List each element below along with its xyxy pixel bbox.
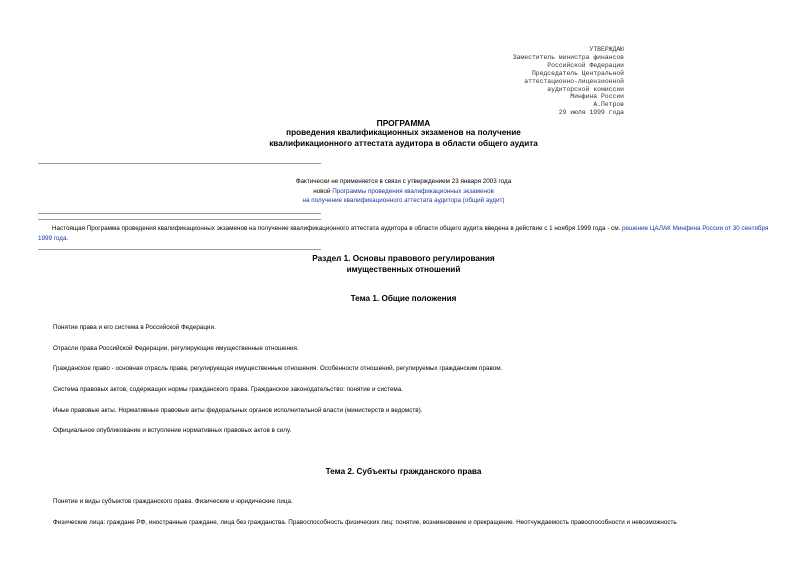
section-line: имущественных отношений: [346, 265, 461, 274]
approval-stamp: [424, 46, 624, 117]
approval-line: аудиторской комиссии: [547, 85, 624, 93]
decision-link[interactable]: решение ЦАЛАК Минфина России от 30 сентября 1999 года: [38, 225, 769, 242]
approval-line: Российской Федерации: [547, 61, 624, 69]
intro-end: .: [66, 234, 69, 242]
approval-line: Минфина России: [570, 93, 624, 101]
title-main: ПРОГРАММА: [376, 118, 431, 128]
section-heading: [0, 253, 807, 275]
divider: [38, 213, 321, 214]
topic-heading: Тема 1. Общие положения: [350, 294, 457, 303]
divider: [38, 219, 321, 220]
approval-line: УТВЕРЖДАЮ: [589, 46, 624, 53]
new-program-link-cont[interactable]: на получение квалификационного аттестата аудитора (общий аудит): [302, 197, 505, 205]
paragraph: Система правовых актов, содержащих нормы гражданского права. Гражданское законодательство: понятие и система.: [53, 386, 404, 393]
document-title: [0, 118, 807, 149]
approval-line: Председатель Центральной: [531, 69, 624, 77]
approval-line: Заместитель министра финансов: [512, 53, 624, 61]
paragraph: Понятие права и его система в Российской Федерации.: [53, 324, 216, 331]
title-line: квалификационного аттестата аудитора в области общего аудита: [269, 138, 538, 148]
approval-line: аттестационно-лицензионной: [524, 77, 624, 85]
paragraph: Официальное опубликование и вступление нормативных правовых актов в силу.: [53, 427, 292, 434]
paragraph: Физические лица: граждане РФ, иностранные граждане, лица без гражданства. Правоспособность физических лиц: понятие, возникновение и прекращение. Неотчуждаемость правоспособности и невозможность: [53, 519, 677, 526]
intro-text: Настоящая Программа проведения квалификационных экзаменов на получение квалификационного аттестата аудитора в области общего аудита введена в действие с 1 ноября 1999 года - см.: [52, 225, 621, 232]
status-notice: [0, 177, 807, 206]
new-program-link[interactable]: Программы проведения квалификационных экзаменов: [332, 187, 494, 195]
paragraph: Гражданское право - основная отрасль права, регулирующая имущественные отношения. Особенности отношений, регулируемых гражданским правом.: [53, 365, 503, 372]
topic-heading: Тема 2. Субъекты гражданского права: [325, 467, 482, 476]
divider: [38, 163, 321, 164]
intro-paragraph: [38, 224, 778, 243]
section-line: Раздел 1. Основы правового регулирования: [312, 254, 495, 263]
divider: [38, 249, 321, 250]
approval-line: 29 июля 1999 года: [558, 109, 624, 117]
notice-prefix: новой: [313, 187, 331, 195]
title-line: проведения квалификационных экзаменов на получение: [286, 128, 521, 138]
approval-line: А.Петров: [593, 101, 624, 109]
notice-line: Фактически не применяется в связи с утверждением 23 января 2003 года: [295, 178, 512, 185]
paragraph: Иные правовые акты. Нормативные правовые акты федеральных органов исполнительной власти (министерств и ведомств).: [53, 407, 423, 414]
paragraph: Понятие и виды субъектов гражданского права. Физические и юридические лица.: [53, 498, 293, 505]
paragraph: Отрасли права Российской Федерации, регулирующие имущественные отношения.: [53, 345, 299, 352]
